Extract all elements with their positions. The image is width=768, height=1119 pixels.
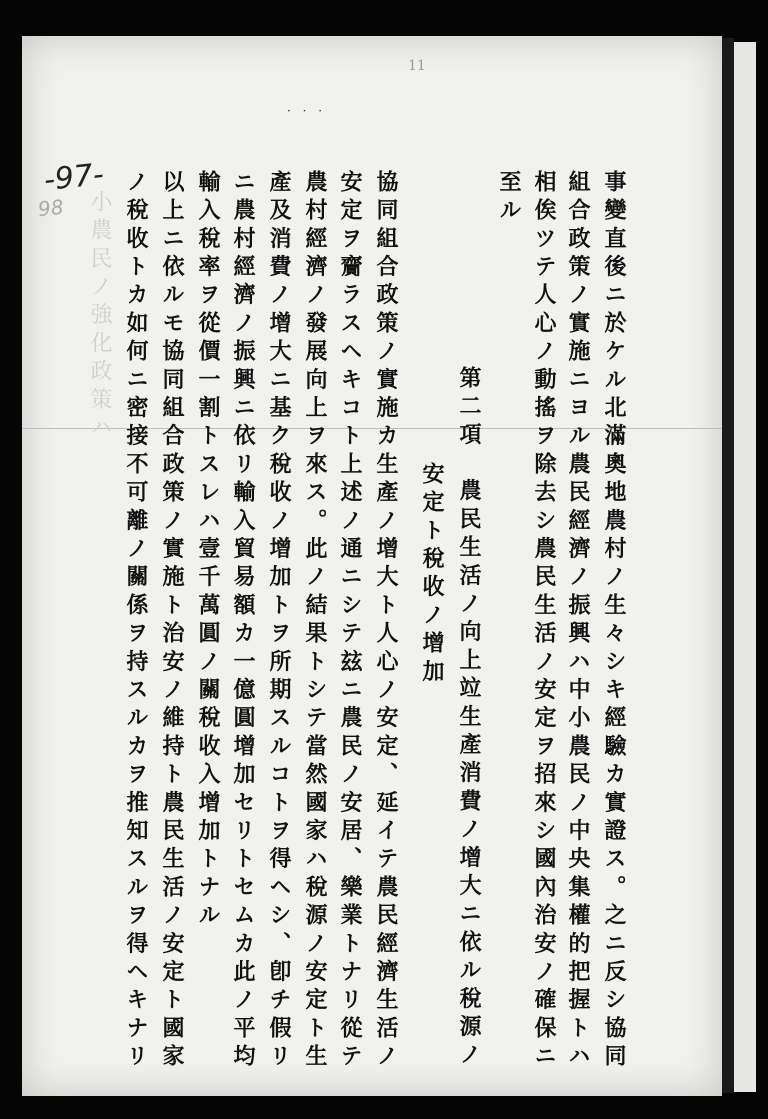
- text-column-9: ニ農村經濟ノ振興ニ依リ輸入貿易額カ一億圓增加セリトセムカ此ノ平均: [230, 170, 256, 1073]
- text-column-8: 產及消費ノ增大ニ基ク稅收ノ增加トヲ所期スルコトヲ得ヘシ、卽チ假リ: [266, 170, 292, 1073]
- text-column-7: 農村經濟ノ發展向上ヲ來ス。此ノ結果トシテ當然國家ハ稅源ノ安定ト生: [302, 170, 328, 1073]
- section-heading-line-2: 安定ト稅收ノ增加: [419, 462, 445, 688]
- text-column-4: 至ル: [496, 170, 522, 227]
- text-column-6: 安定ヲ齎ラスヘキコト上述ノ通ニシテ玆ニ農民ノ安居、樂業トナリ從テ: [337, 170, 363, 1073]
- text-column-2: 組合政策ノ實施ニヨル農民經濟ノ振興ハ中小農民ノ中央集權的把握トハ: [565, 170, 591, 1073]
- page-number: 11: [408, 58, 426, 74]
- page-edge-shadow: [722, 38, 734, 1093]
- section-heading-line-1: 第二項 農民生活ノ向上竝生產消費ノ增大ニ依ル稅源ノ: [456, 366, 482, 1071]
- ink-dots: · · ·: [287, 104, 327, 118]
- next-page-sliver: [734, 42, 756, 1092]
- text-column-1: 事變直後ニ於ケル北滿奧地農村ノ生々シキ經驗カ實證ス。之ニ反シ協同: [601, 170, 627, 1073]
- handwritten-page-number-faint: 98: [36, 194, 65, 222]
- text-column-11: 以上ニ依ルモ協同組合政策ノ實施ト治安ノ維持ト農民生活ノ安定ト國家: [159, 170, 185, 1073]
- text-column-10: 輸入稅率ヲ從價一割トスレハ壹千萬圓ノ關稅收入增加トナル: [195, 170, 221, 932]
- text-column-bleedthrough: 小農民ノ強化政策ハ: [87, 190, 112, 444]
- text-column-3: 相俟ツテ人心ノ動搖ヲ除去シ農民生活ノ安定ヲ招來シ國內治安ノ確保ニ: [531, 170, 557, 1073]
- text-column-5: 協同組合政策ノ實施カ生產ノ增大ト人心ノ安定、延イテ農民經濟生活ノ: [373, 170, 399, 1073]
- handwritten-page-number: -97-: [42, 156, 106, 199]
- text-column-12: ノ稅收トカ如何ニ密接不可離ノ關係ヲ持スルカヲ推知スルヲ得ヘキナリ: [123, 170, 149, 1073]
